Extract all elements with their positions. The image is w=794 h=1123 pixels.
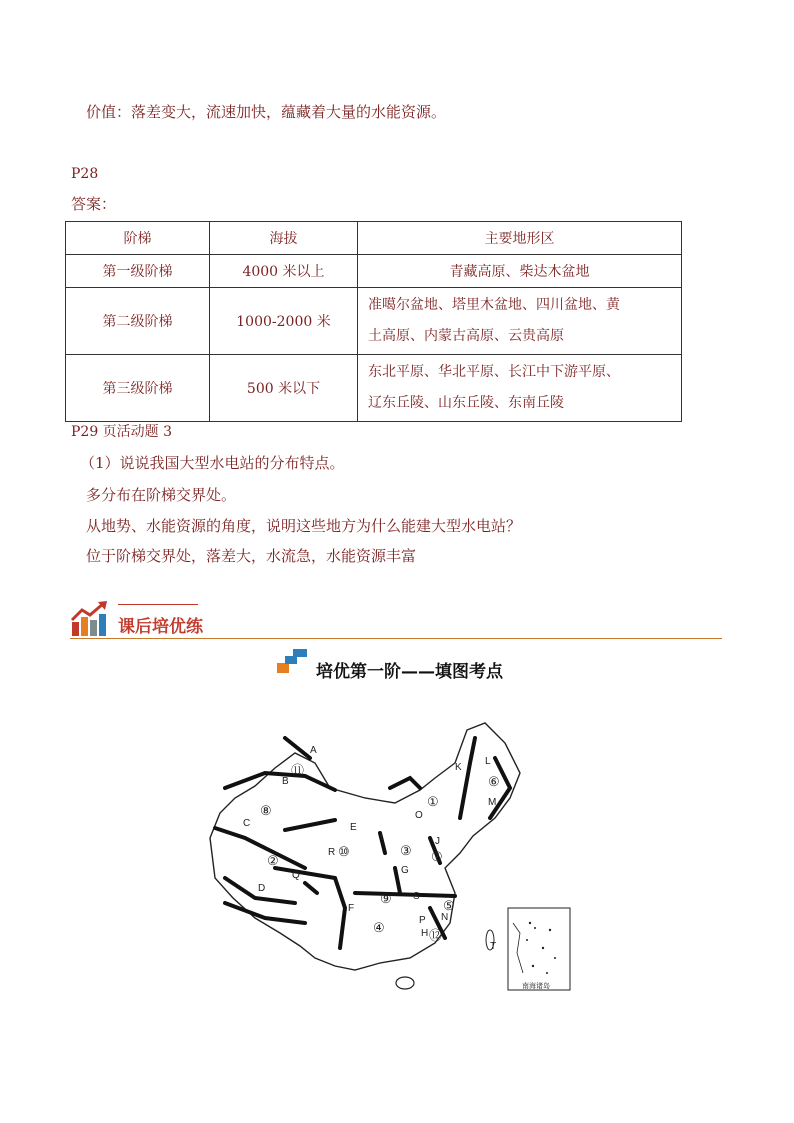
map-letter-label: B [282, 776, 289, 787]
activity-answer-1: 多分布在阶梯交界处。 [86, 486, 237, 504]
map-letter-label: P [419, 915, 426, 926]
map-number-label: ⑨ [380, 891, 392, 906]
map-letter-label: E [350, 822, 357, 833]
table-header-row [66, 222, 682, 255]
map-number-label: ⑥ [488, 774, 500, 789]
map-number-label: ⑧ [260, 803, 272, 818]
map-number-label: ③ [400, 843, 412, 858]
step-cell: 第二级阶梯 [66, 288, 210, 355]
subsection-title: 培优第一阶——填图考点 [316, 662, 503, 682]
table-header: 海拔 [210, 222, 358, 255]
regions-text: 辽东丘陵、山东丘陵、东南丘陵 [368, 395, 564, 411]
inset-label: 南海诸岛 [522, 983, 550, 990]
table-row [66, 355, 682, 422]
china-outline [210, 723, 520, 970]
map-letter-label: H [421, 928, 429, 939]
table-row [66, 255, 682, 288]
section-rule [70, 638, 722, 639]
map-number-label: ⑩ [338, 844, 350, 859]
regions-text: 东北平原、华北平原、长江中下游平原、 [368, 364, 620, 380]
map-number-label: ⑫ [429, 928, 443, 943]
activity-question-1: （1）说说我国大型水电站的分布特点。 [80, 454, 345, 472]
map-letter-label: M [488, 797, 497, 808]
map-number-label: ① [427, 794, 439, 809]
map-letter-label: Q [292, 870, 300, 881]
map-letter-label: R [328, 847, 336, 858]
activity-title: P29 页活动题 3 [71, 424, 173, 440]
section-title: 课后培优练 [118, 617, 203, 637]
map-letter-label: A [310, 745, 317, 756]
map-number-label: ⑤ [443, 898, 455, 913]
map-letter-label: J [435, 836, 440, 847]
table-header: 主要地形区 [358, 222, 682, 255]
answer-label: 答案： [71, 195, 117, 213]
page-ref: P28 [71, 166, 99, 182]
map-letter-label: O [415, 810, 423, 821]
map-letter-label: S [413, 891, 420, 902]
value-line: 价值：落差变大，流速加快，蕴藏着大量的水能资源。 [86, 103, 447, 121]
regions-text: 土高原、内蒙古高原、云贵高原 [368, 328, 564, 344]
table-header: 阶梯 [66, 222, 210, 255]
regions-cell [358, 255, 682, 288]
step-cell: 第三级阶梯 [66, 355, 210, 422]
map-number-label: ④ [373, 920, 385, 935]
step-cell: 第一级阶梯 [66, 255, 210, 288]
activity-question-2: 从地势、水能资源的角度，说明这些地方为什么能建大型水电站？ [86, 517, 522, 535]
map-letter-label: T [490, 941, 497, 952]
section-top-rule [118, 604, 198, 605]
altitude-steps-table [65, 221, 682, 422]
regions-cell [358, 288, 682, 355]
china-map [205, 718, 585, 998]
map-letter-label: I [380, 832, 383, 843]
map-number-label: ② [267, 853, 279, 868]
map-letter-label: G [401, 865, 409, 876]
south-china-sea-inset [508, 908, 570, 990]
map-letter-label: C [243, 818, 251, 829]
mountain-ranges [215, 738, 510, 948]
bar-chart-up-icon [70, 600, 110, 638]
regions-cell [358, 355, 682, 422]
altitude-cell: 500 米以下 [210, 355, 358, 422]
table-row [66, 288, 682, 355]
stairs-icon [277, 648, 311, 674]
map-letter-label: F [348, 903, 355, 914]
altitude-cell: 4000 米以上 [210, 255, 358, 288]
activity-answer-2: 位于阶梯交界处，落差大，水流急，水能资源丰富 [86, 547, 417, 565]
map-number-label: ⑦ [431, 849, 443, 864]
map-number-label: ⑪ [291, 763, 305, 778]
regions-text: 准噶尔盆地、塔里木盆地、四川盆地、黄 [368, 297, 620, 313]
map-letter-label: N [441, 912, 449, 923]
map-letter-label: L [485, 756, 491, 767]
altitude-cell: 1000-2000 米 [210, 288, 358, 355]
map-letter-label: K [455, 762, 462, 773]
map-letter-label: D [258, 883, 266, 894]
regions-text: 青藏高原、柴达木盆地 [449, 264, 590, 280]
